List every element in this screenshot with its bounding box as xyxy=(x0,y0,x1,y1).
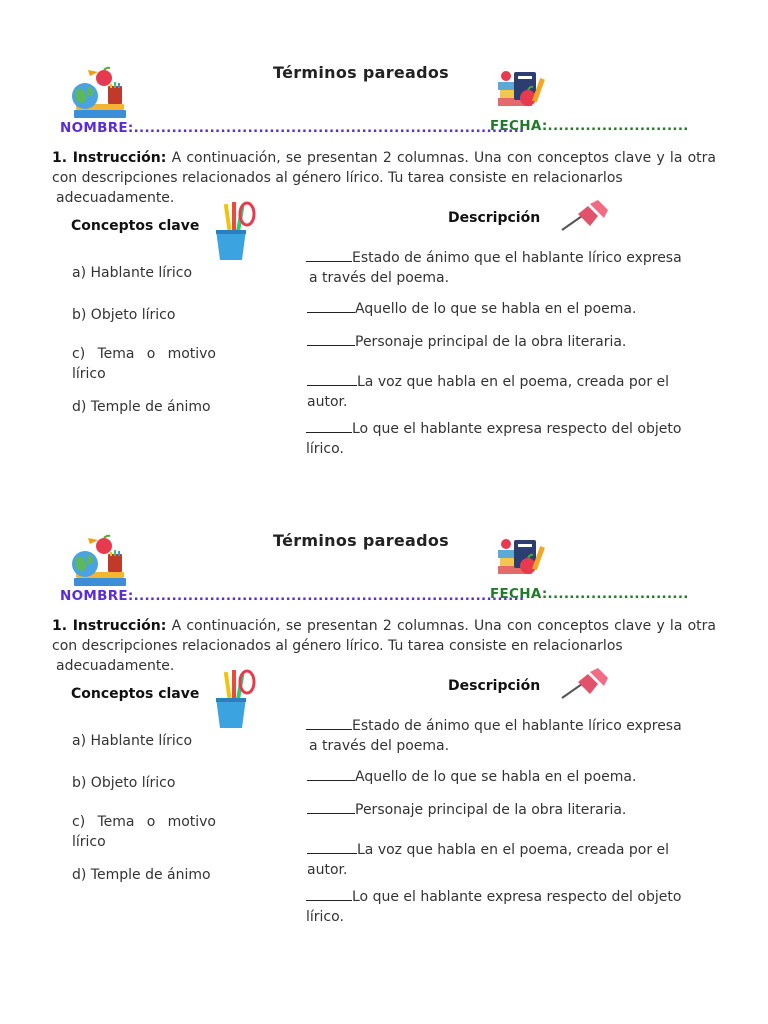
description-item-5: Lo que el hablante expresa respecto del objeto xyxy=(306,887,681,907)
instruction-number: 1. Instrucción: xyxy=(52,150,167,166)
concept-item-b: b) Objeto lírico xyxy=(72,307,176,323)
concept-item-b: b) Objeto lírico xyxy=(72,775,176,791)
concept-item-a: a) Hablante lírico xyxy=(72,733,193,749)
description-item-1: Estado de ánimo que el hablante lírico expresa xyxy=(306,248,682,268)
instruction-paragraph xyxy=(52,148,716,208)
instruction-text-end: adecuadamente. xyxy=(56,658,175,674)
answer-blank[interactable] xyxy=(307,768,355,781)
name-field-label: NOMBRE:........................................................................ xyxy=(60,588,525,604)
instruction-text: A continuación, se presentan 2 columnas. Una con conceptos clave y la otra con descripciones relacionados al género lírico. Tu tarea consiste en relacionarlos xyxy=(52,150,716,186)
date-field-label: FECHA:.......................... xyxy=(490,586,689,602)
concept-c-word3: motivo xyxy=(167,814,216,830)
description-item-4: La voz que habla en el poema, creada por el xyxy=(307,372,669,392)
instruction-text-end: adecuadamente. xyxy=(56,190,175,206)
concept-item-a: a) Hablante lírico xyxy=(72,265,193,281)
instruction-text: A continuación, se presentan 2 columnas. Una con conceptos clave y la otra con descripciones relacionados al género lírico. Tu tarea consiste en relacionarlos xyxy=(52,618,716,654)
pushpin-icon xyxy=(560,666,610,700)
worksheet-title: Términos pareados xyxy=(272,531,450,550)
answer-blank[interactable] xyxy=(307,300,355,313)
description-item-2: Aquello de lo que se habla en el poema. xyxy=(307,767,636,787)
concept-c-word3: motivo xyxy=(167,346,216,362)
instruction-paragraph xyxy=(52,616,716,676)
concept-item-d: d) Temple de ánimo xyxy=(72,399,211,415)
answer-blank[interactable] xyxy=(306,420,352,433)
concept-item-c xyxy=(72,812,216,852)
concept-c-word2: o xyxy=(146,346,156,362)
books-apple-icon xyxy=(496,70,548,110)
date-field-label: FECHA:.......................... xyxy=(490,118,689,134)
pencil-cup-icon xyxy=(212,200,256,262)
description-item-3: Personaje principal de la obra literaria. xyxy=(307,800,626,820)
answer-blank[interactable] xyxy=(307,373,357,386)
concepts-heading: Conceptos clave xyxy=(71,686,200,702)
concept-item-d: d) Temple de ánimo xyxy=(72,867,211,883)
concept-item-c-line2: lírico xyxy=(72,366,106,382)
pushpin-icon xyxy=(560,198,610,232)
concept-c-word1: Tema xyxy=(97,814,135,830)
answer-blank[interactable] xyxy=(306,249,352,262)
description-item-1: Estado de ánimo que el hablante lírico expresa xyxy=(306,716,682,736)
answer-blank[interactable] xyxy=(307,333,355,346)
description-item-1-cont: a través del poema. xyxy=(309,270,450,286)
concept-item-c-line2: lírico xyxy=(72,834,106,850)
description-item-5: Lo que el hablante expresa respecto del objeto xyxy=(306,419,681,439)
description-item-3: Personaje principal de la obra literaria. xyxy=(307,332,626,352)
concept-item-c xyxy=(72,344,216,384)
concept-c-word2: o xyxy=(146,814,156,830)
pencil-cup-icon xyxy=(212,668,256,730)
description-item-5-cont: lírico. xyxy=(306,909,344,925)
instruction-number: 1. Instrucción: xyxy=(52,618,167,634)
description-item-4-cont: autor. xyxy=(307,862,348,878)
worksheet-section xyxy=(0,0,768,468)
name-field-label: NOMBRE:........................................................................ xyxy=(60,120,525,136)
description-heading: Descripción xyxy=(448,210,541,226)
concepts-heading: Conceptos clave xyxy=(71,218,200,234)
answer-blank[interactable] xyxy=(306,717,352,730)
books-apple-icon xyxy=(496,538,548,578)
concept-c-letter: c) xyxy=(72,814,86,830)
concept-item-c-line1 xyxy=(72,344,216,364)
concept-c-word1: Tema xyxy=(97,346,135,362)
description-item-2: Aquello de lo que se habla en el poema. xyxy=(307,299,636,319)
answer-blank[interactable] xyxy=(307,801,355,814)
description-heading: Descripción xyxy=(448,678,541,694)
answer-blank[interactable] xyxy=(307,841,357,854)
description-item-1-cont: a través del poema. xyxy=(309,738,450,754)
description-item-4: La voz que habla en el poema, creada por el xyxy=(307,840,669,860)
description-item-5-cont: lírico. xyxy=(306,441,344,457)
answer-blank[interactable] xyxy=(306,888,352,901)
worksheet-section xyxy=(0,468,768,936)
concept-item-c-line1 xyxy=(72,812,216,832)
concept-c-letter: c) xyxy=(72,346,86,362)
description-item-4-cont: autor. xyxy=(307,394,348,410)
worksheet-title: Términos pareados xyxy=(272,63,450,82)
